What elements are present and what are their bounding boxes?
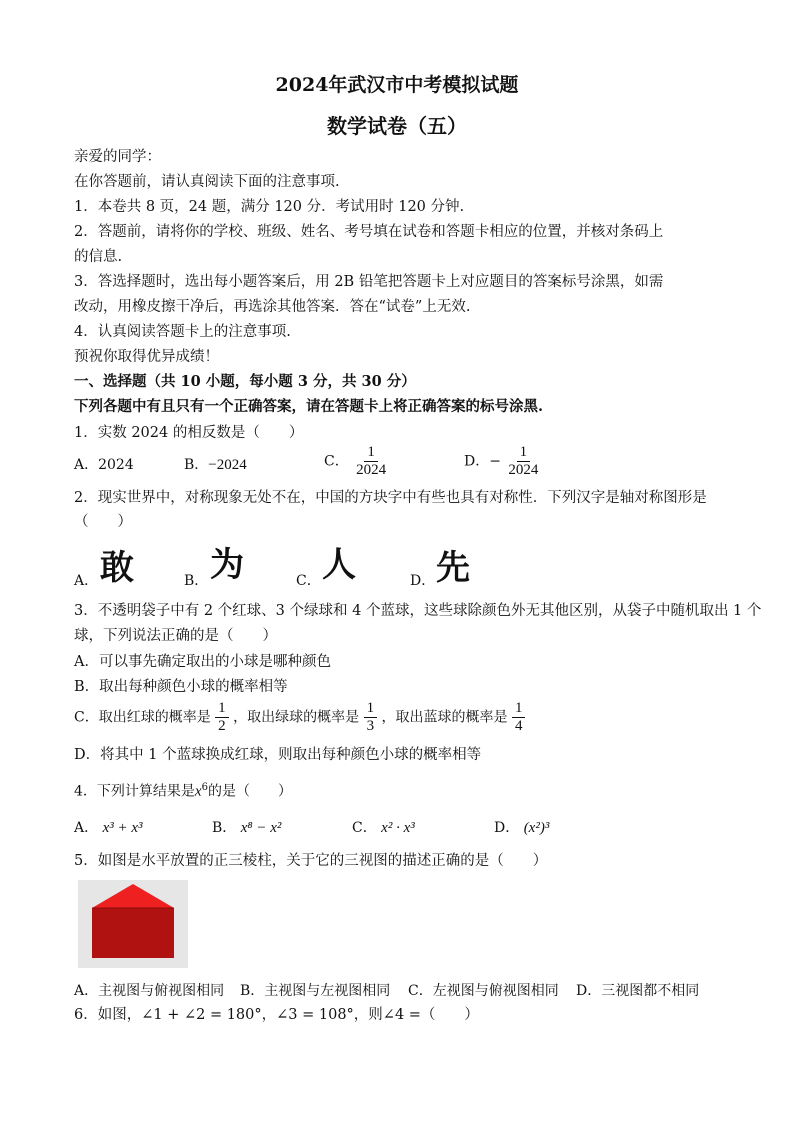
intro-before: 在你答题前，请认真阅读下面的注意事项. xyxy=(74,174,340,190)
q2-d-char: 先 xyxy=(436,548,470,588)
q2-stem-a: 2．现实世界中，对称现象无处不在，中国的方块字中有些也具有对称性．下列汉字是轴对称图形是 xyxy=(74,490,707,506)
q2-b-label: B． xyxy=(184,573,209,589)
q2-c-label: C． xyxy=(296,573,321,589)
q3-stem-a: 3．不透明袋子中有 2 个红球、3 个绿球和 4 个蓝球，这些球除颜色外无其他区别，从袋子中随机取出 1 个 xyxy=(74,603,762,619)
wish: 预祝你取得优异成绩！ xyxy=(74,349,219,365)
q2-a-label: A． xyxy=(74,573,99,589)
q4-option-a: A． x³ + x³ xyxy=(74,820,143,836)
note-1: 1．本卷共 8 页，24 题，满分 120 分．考试用时 120 分钟. xyxy=(74,199,465,215)
q3-option-a: A．可以事先确定取出的小球是哪种颜色 xyxy=(74,654,331,670)
q4-option-d: D． (x²)³ xyxy=(494,820,550,836)
q4-option-c: C． x² · x³ xyxy=(352,820,415,836)
note-3a: 3．答选择题时，选出每小题答案后，用 2B 铅笔把答题卡上对应题目的答案标号涂黑，如需 xyxy=(74,274,664,290)
note-4: 4．认真阅读答题卡上的注意事项. xyxy=(74,324,291,340)
q2-a-char: 敢 xyxy=(100,548,134,588)
q5-option-b: B．主视图与左视图相同 xyxy=(240,983,391,999)
q3-option-c: C．取出红球的概率是 $\frac{1}{2}$ ，取出绿球的概率是 $\frac{1}{3}$ ，取出蓝球的概率是 $\frac{1}{4}$ xyxy=(74,700,525,735)
q2-b-char: 为 xyxy=(210,545,244,585)
q5-stem: 5．如图是水平放置的正三棱柱，关于它的三视图的描述正确的是（ ） xyxy=(74,853,548,869)
q5-option-c: C．左视图与俯视图相同 xyxy=(408,983,559,999)
page-title: 2024年武汉市中考模拟试题 xyxy=(275,74,519,96)
greeting: 亲爱的同学： xyxy=(74,149,161,165)
q1-option-d: D．− $\frac{1}{2024}$ xyxy=(464,444,541,479)
page-subtitle: 数学试卷（五） xyxy=(327,114,467,138)
note-2a: 2．答题前，请将你的学校、班级、姓名、考号填在试卷和答题卡相应的位置，并核对条码上 xyxy=(74,224,664,240)
q1-option-c: C． $\frac{1}{2024}$ xyxy=(324,444,389,479)
prism-figure xyxy=(78,880,188,968)
q6-stem: 6．如图，∠1 + ∠2 = 180°，∠3 = 108°，则∠4 =（ ） xyxy=(74,1007,479,1023)
q3-stem-b: 球，下列说法正确的是（ ） xyxy=(74,628,277,644)
q4-stem: 4．下列计算结果是$x^6$的是（ ） xyxy=(74,782,292,800)
q1-c-fraction: $\frac{1}{2024}$ xyxy=(356,444,387,478)
section-heading: 一、选择题（共 10 小题，每小题 3 分，共 30 分） xyxy=(74,373,416,390)
section-instruction: 下列各题中有且只有一个正确答案，请在答题卡上将正确答案的标号涂黑. xyxy=(74,398,544,415)
q1-option-a: A．2024 xyxy=(74,457,134,473)
note-3b: 改动，用橡皮擦干净后，再选涂其他答案．答在“试卷”上无效. xyxy=(74,299,471,315)
q1-option-b: B．−2024 xyxy=(184,457,247,473)
q4-option-b: B． x⁸ − x² xyxy=(212,820,282,836)
q3-option-d: D．将其中 1 个蓝球换成红球，则取出每种颜色小球的概率相等 xyxy=(74,747,482,763)
q5-option-a: A．主视图与俯视图相同 xyxy=(74,983,225,999)
q5-option-d: D．三视图都不相同 xyxy=(576,983,700,999)
q2-stem-b: （ ） xyxy=(74,514,132,530)
q3-option-b: B．取出每种颜色小球的概率相等 xyxy=(74,679,288,695)
q2-d-label: D． xyxy=(410,573,436,589)
note-2b: 的信息. xyxy=(74,249,123,265)
q2-c-char: 人 xyxy=(322,545,356,585)
q1-d-fraction: $\frac{1}{2024}$ xyxy=(508,444,539,478)
q1-stem: 1．实数 2024 的相反数是（ ） xyxy=(74,425,304,441)
